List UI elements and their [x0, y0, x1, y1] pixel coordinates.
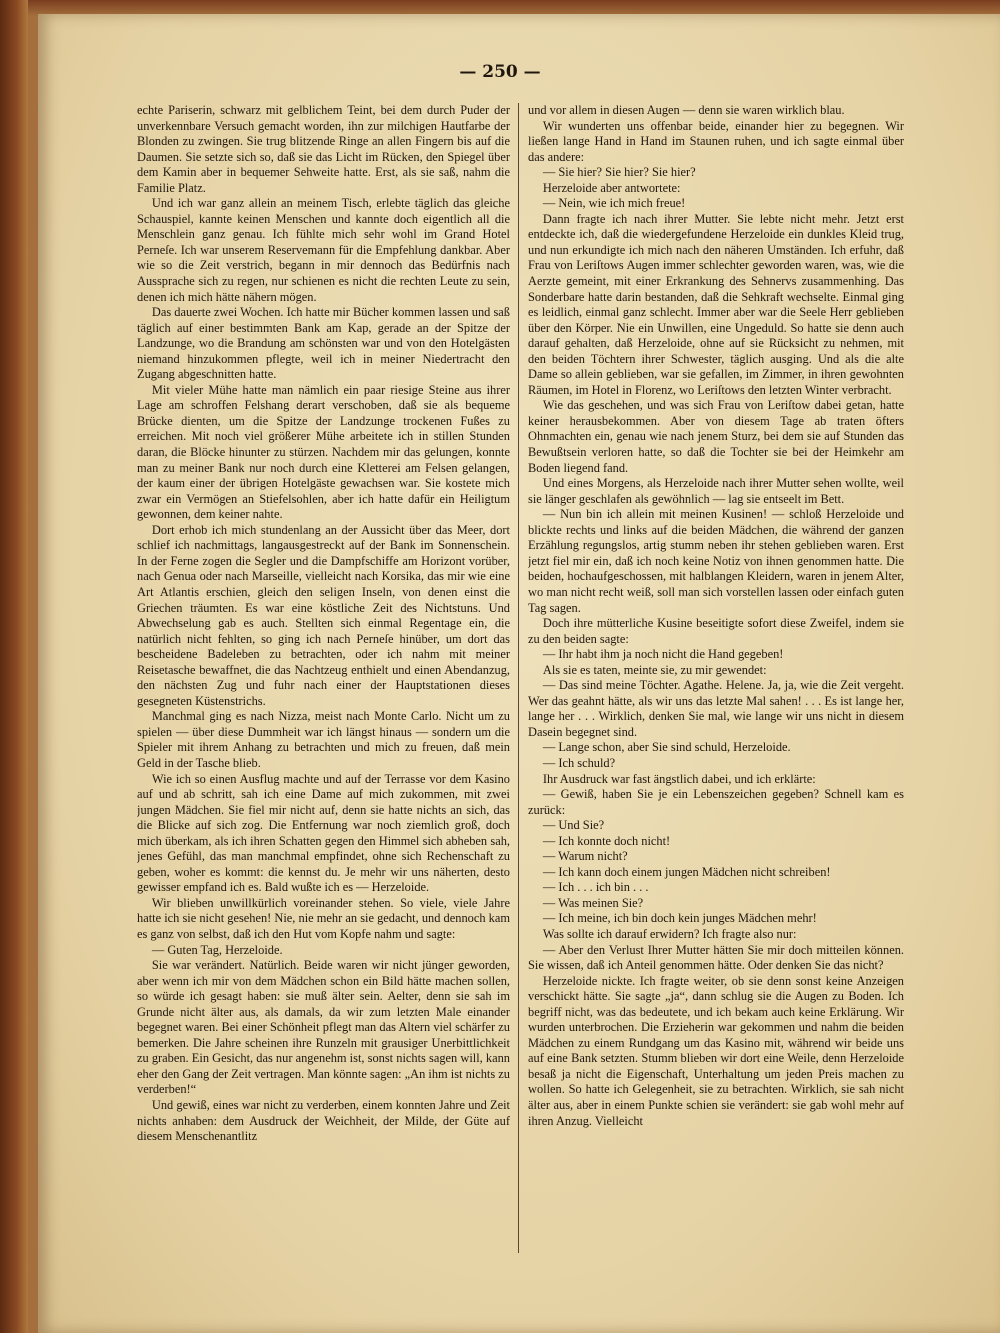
paragraph: Ihr Ausdruck war fast ängstlich dabei, und ich erklärte:	[542, 771, 816, 786]
paragraph: Wir blieben unwillkürlich voreinander stehen. So viele, viele Jahre hatte ich sie nicht gesehen! Nie, nie mehr an sie gedacht, und dennoch kam es ganz von selbst, daß ich den Hut vom Kopfe nahm und sagte:	[137, 895, 510, 941]
paragraph: — Ihr habt ihm ja noch nicht die Hand gegeben!	[542, 647, 784, 662]
paragraph: — Ich . . . ich bin . . .	[542, 880, 649, 895]
paragraph: Und eines Morgens, als Herzeloide nach ihrer Mutter sehen wollte, weil sie länger geschlafen als gewöhnlich — lag sie entseelt im Bett.	[528, 476, 904, 506]
paragraph: Wie ich so einen Ausflug machte und auf der Terrasse vor dem Kasino auf und ab schritt, sah ich eine Dame auf mich zukommen, mit zwei jungen Mädchen. Sie fiel mir nicht auf, denn sie hatte nichts an sich, das die Blicke auf sich zog. Die Entfernung war noch ziemlich groß, doch mich überkam, als ich ihren Schatten gegen den Himmel sich abheben sah, jenes Gefühl, das man manchmal empfindet, ohne sich Rechenschaft zu geben, woher es kommt: die kennst du. Je mehr wir uns näherten, desto gewisser empfand ich es. Bald wußte ich es — Herzeloide.	[137, 771, 510, 895]
paragraph: — Lange schon, aber Sie sind schuld, Herzeloide.	[542, 740, 791, 755]
paragraph: Das dauerte zwei Wochen. Ich hatte mir Bücher kommen lassen und saß täglich auf einer bestimmten Bank am Kap, gerade an der Spitze der Landzunge, wo die Brandung am schönsten war und von den Hotelgästen niemand hinzukommen pflegte, weil ich in meiner Niedertracht den Zugang abgeschnitten hatte.	[137, 305, 510, 382]
paragraph: Sie war verändert. Natürlich. Beide waren wir nicht jünger geworden, aber wenn ich mir von dem Mädchen schon ein Bild hätte machen sollen, so würde ich gesagt haben: sie muß älter sein. Aelter, denn sie sah im Grunde nicht älter aus, als damals, da wir zum letzten Male einander begegnet waren. Bei einer Schönheit pflegt man das Altern viel schärfer zu bemerken. Die Jahre scheinen ihre Runzeln mit grausiger Unerbittlichkeit zu graben. Ein Gesicht, das nur angenehm ist, sonst nichts sagen will, kann eher den Gang der Zeit vertragen. Man könnte sagen: „An ihm ist nichts zu verderben!“	[137, 958, 510, 1097]
paragraph: — Und Sie?	[542, 818, 605, 833]
paragraph: Was sollte ich darauf erwidern? Ich fragte also nur:	[542, 926, 797, 941]
paragraph: Und gewiß, eines war nicht zu verderben, einem konnten Jahre und Zeit nichts anhaben: dem Ausdruck der Weichheit, der Milde, der Güte auf diesem Menschenantlitz	[137, 1098, 510, 1144]
paragraph: Doch ihre mütterliche Kusine beseitigte sofort diese Zweifel, indem sie zu den beiden sagte:	[528, 616, 904, 646]
paragraph: echte Pariserin, schwarz mit gelblichem Teint, bei dem durch Puder der unverkennbare Versuch gemacht worden, ihn zur milchigen Hautfarbe der Blonden zu zwingen. Sie trug blitzende Ringe an allen Fingern bis auf die Daumen. Sie setzte sich so, daß sie das Licht im Rücken, den Spiegel über dem Kamin aber in bequemer Sehweite hatte. Erst, als sie saß, nahm die Familie Platz.	[137, 103, 510, 195]
paragraph: — Das sind meine Töchter. Agathe. Helene. Ja, ja, wie die Zeit vergeht. Wer das geahnt hätte, als wir uns das letzte Mal sahen! . . . Es ist lange her, lange her . . . Wirklich, denken Sie mal, wie lange wir uns nicht in diesem Dasein begegnet sind.	[528, 678, 904, 739]
text-column-left	[137, 103, 510, 1253]
paragraph: und vor allem in diesen Augen — denn sie waren wirklich blau.	[528, 103, 845, 117]
paragraph: — Ich kann doch einem jungen Mädchen nicht schreiben!	[542, 864, 831, 879]
book-spine	[0, 0, 28, 1333]
paragraph: — Gewiß, haben Sie je ein Lebenszeichen gegeben? Schnell kam es zurück:	[528, 787, 904, 817]
paragraph: — Nun bin ich allein mit meinen Kusinen! — schloß Herzeloide und blickte rechts und links auf die beiden Mädchen, die während der ganzen Erzählung regungslos, artig stumm neben ihr stehen geblieben waren. Erst jetzt fiel mir ein, daß ich noch keine Notiz von ihnen genommen hatte. Die beiden, hochaufgeschossen, mit halblangen Kleidern, waren in jenem Alter, wo man nicht recht weiß, soll man sich vorstellen lassen oder einfach guten Tag sagen.	[528, 507, 904, 615]
paragraph: Wie das geschehen, und was sich Frau von Leriſtow dabei getan, hatte keiner herausbekommen. Aber von diesem Tage ab traten öfters Ohnmachten ein, genau wie nach jenem Sturz, bei dem sie auf Stunden das Bewußtsein verloren hatte, so daß die Tochter sie bei der Heimkehr am Boden liegend fand.	[528, 398, 904, 475]
paragraph: Und ich war ganz allein an meinem Tisch, erlebte täglich das gleiche Schauspiel, kannte keinen Menschen und kannte doch eigentlich all die Menschlein ganz genau. Ich fühlte mich sehr wohl im Grand Hotel Perneſe. Ich war unserem Reservemann für die Empfehlung dankbar. Aber wie so die Zeit verstrich, begann in mir dennoch das Bedürfnis nach Aussprache sich zu regen, nur schienen es nicht die rechten Leute zu sein, denen ich mich hätte nähern mögen.	[137, 196, 510, 304]
paragraph: Manchmal ging es nach Nizza, meist nach Monte Carlo. Nicht um zu spielen — über diese Dummheit war ich längst hinaus — sondern um die Spieler mit ihrem Anhang zu betrachten und mich zu freuen, daß mein Geld in der Tasche blieb.	[137, 709, 510, 770]
paragraph: Wir wunderten uns offenbar beide, einander hier zu begegnen. Wir ließen lange Hand in Hand im Staunen ruhen, und ich sagte einmal über das andere:	[528, 118, 904, 164]
text-column-right	[528, 103, 904, 1253]
paragraph: — Nein, wie ich mich freue!	[542, 196, 686, 211]
paragraph: — Sie hier? Sie hier? Sie hier?	[542, 165, 696, 180]
paragraph: — Ich konnte doch nicht!	[542, 833, 671, 848]
paragraph: Als sie es taten, meinte sie, zu mir gewendet:	[542, 662, 767, 677]
paragraph: — Warum nicht?	[542, 849, 628, 864]
paragraph: — Ich schuld?	[542, 755, 616, 770]
paragraph: — Aber den Verlust Ihrer Mutter hätten Sie mir doch mitteilen können. Sie wissen, daß ich Anteil genommen hätte. Oder denken Sie das nicht?	[528, 942, 904, 973]
paragraph: Herzeloide aber antwortete:	[542, 180, 681, 195]
column-divider	[518, 103, 519, 1253]
page-number: — 250 —	[459, 62, 541, 82]
paragraph: Mit vieler Mühe hatte man nämlich ein paar riesige Steine aus ihrer Lage am schroffen Felshang derart verschoben, daß sie als bequeme Brücke dienten, um die Spitze der Landzunge trockenen Fußes zu erreichen. Mit noch viel größerer Mühe arbeitete ich in stillen Stunden daran, die Blöcke hinunter zu stürzen. Nachdem mir das gelungen, konnte man zu meiner Bank nur noch durch eine Kletterei am Felsen gelangen, der kaum einer der übrigen Hotelgäste gewachsen war. Sie kostete mich zwar ein Vermögen an Stiefelsohlen, aber ich hatte dafür ein Heiligtum gewonnen, dem keiner nahte.	[137, 382, 510, 522]
paragraph: Dann fragte ich nach ihrer Mutter. Sie lebte nicht mehr. Jetzt erst entdeckte ich, daß die wiedergefundene Herzeloide ein dunkles Kleid trug, und nun erkundigte ich mich nach den näheren Umständen. Ich erfuhr, daß Frau von Leriſtows Augen immer schlechter geworden waren, was, wie die Aerzte gemeint, mit einer Erkrankung des Sehnervs zusammenhing. Das Sonderbare hatte darin bestanden, daß die Sehkraft wechselte. Einmal ging es leidlich, einmal ganz schlecht. Immer aber war die Seele Herr geblieben über den Körper. Nie ein Unwillen, eine Ungeduld. So hatte sie denn auch darauf gehalten, daß Herzeloide, ohne auf sie Rücksicht zu nehmen, mit den beiden Töchtern ihrer Schwester, täglich ausging. Und als die alte Dame so allein geblieben, war sie gefallen, im Zimmer, in ihren gewohnten Räumen, im Hotel in Florenz, wo Leriſtows den letzten Winter verbracht.	[528, 211, 904, 397]
paragraph: — Guten Tag, Herzeloide.	[151, 942, 283, 957]
paragraph: — Was meinen Sie?	[542, 895, 644, 910]
paragraph: Herzeloide nickte. Ich fragte weiter, ob sie denn sonst keine Anzeigen verschickt hätte. Sie sagte „ja“, dann schlug sie die Augen zu Boden. Ich begriff nicht, was das bedeutete, und ich bekam auch keine Erklärung. Wir wurden unterbrochen. Die Erzieherin war gekommen und nahm die beiden Mädchen zu einem Rundgang um das Kasino mit, während wir beide uns auf eine Bank setzten. Stumm blieben wir dort eine Weile, denn Herzeloide besaß ja nicht die Eigenschaft, Unterhaltung um jeden Preis machen zu wollen. So hatte ich Gelegenheit, sie zu betrachten. Wirklich, sie sah nicht älter aus, aber in einem Punkte schien sie verändert: sie gab wohl mehr auf ihren Anzug. Vielleicht	[528, 973, 904, 1128]
paragraph: Dort erhob ich mich stundenlang an der Aussicht über das Meer, dort schlief ich nachmittags, langausgestreckt auf der Bank im Sonnenschein. In der Ferne zogen die Segler und die Dampfschiffe am Horizont vorüber, nach Genua oder nach Marseille, vielleicht nach Korsika, das mir wie eine Art Atlantis erschien, gleich den seligen Inseln, von denen einst die Griechen träumten. Es war eine köstliche Zeit des Nichtstuns. Und Abwechselung gab es auch. Stellten sich einmal Regentage ein, die natürlich nicht fehlten, so ging ich nach Perneſe hinüber, um dort das bescheidene Badeleben zu betrachten, oder ich nahm mit meiner Reisetasche bewaffnet, die das Nachtzeug enthielt und einen Abendanzug, den nächsten Zug und fuhr nach einer der Hauptstationen dieses gesegneten Küstenstrichs.	[137, 522, 510, 708]
paragraph: — Ich meine, ich bin doch kein junges Mädchen mehr!	[542, 911, 817, 926]
